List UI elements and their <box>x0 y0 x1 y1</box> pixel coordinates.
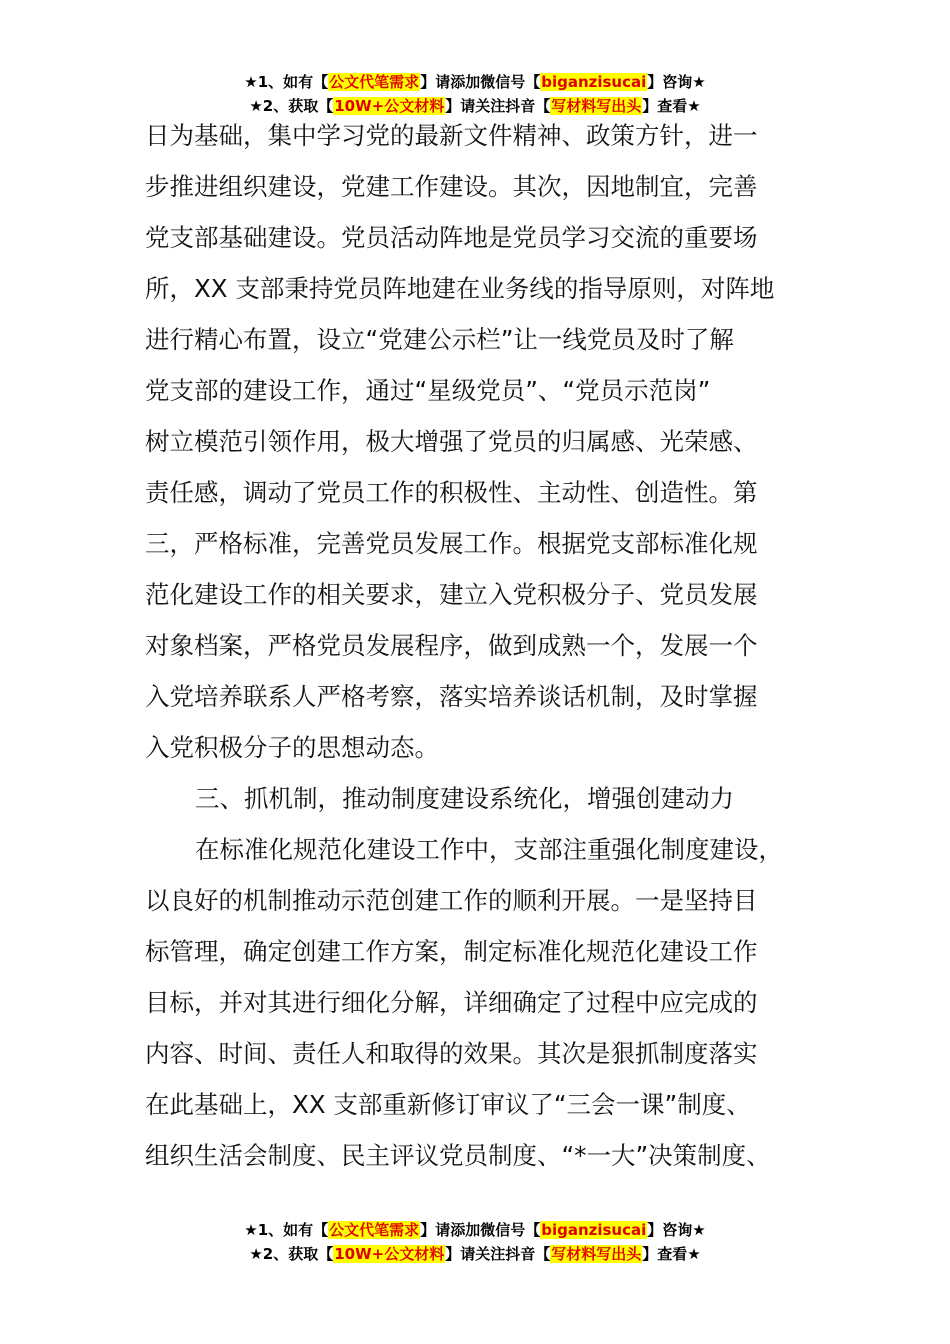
banner-text: ★2、获取【 <box>249 97 334 115</box>
banner-line-2 <box>0 1242 950 1266</box>
body-line: 目标，并对其进行细化分解，详细确定了过程中应完成的 <box>145 988 758 1017</box>
banner-text: 】咨询★ <box>647 73 706 91</box>
body-line: 入党积极分子的思想动态。 <box>145 733 439 762</box>
body-line: 三，严格标准，完善党员发展工作。根据党支部标准化规 <box>145 529 758 558</box>
banner-text: 】咨询★ <box>647 1221 706 1239</box>
highlight-service: 公文代笔需求 <box>329 73 420 91</box>
document-body <box>145 110 835 1181</box>
body-line: 进行精心布置，设立“党建公示栏”让一线党员及时了解 <box>145 325 734 354</box>
highlight-wechat-id: biganzisucai <box>541 1221 647 1239</box>
body-line: 以良好的机制推动示范创建工作的顺利开展。一是坚持目 <box>145 886 758 915</box>
banner-text: ★2、获取【 <box>249 1245 334 1263</box>
footer-banner <box>0 1218 950 1266</box>
body-line: 内容、时间、责任人和取得的效果。其次是狠抓制度落实 <box>145 1039 758 1068</box>
body-line: 对象档案，严格党员发展程序，做到成熟一个，发展一个 <box>145 631 758 660</box>
body-line: 责任感，调动了党员工作的积极性、主动性、创造性。第 <box>145 478 758 507</box>
highlight-materials: 10W+公文材料 <box>334 1245 445 1263</box>
body-line: 树立模范引领作用，极大增强了党员的归属感、光荣感、 <box>145 427 758 456</box>
body-line: 步推进组织建设，党建工作建设。其次，因地制宜，完善 <box>145 172 758 201</box>
body-line: 组织生活会制度、民主评议党员制度、“*一大”决策制度、 <box>145 1141 771 1170</box>
body-line: 日为基础，集中学习党的最新文件精神、政策方针，进一 <box>145 121 758 150</box>
banner-text: 】查看★ <box>642 1245 701 1263</box>
body-line: 在标准化规范化建设工作中，支部注重强化制度建设， <box>195 835 783 864</box>
highlight-douyin-account: 写材料写出头 <box>551 1245 642 1263</box>
banner-text: ★1、如有【 <box>244 1221 329 1239</box>
highlight-wechat-id: biganzisucai <box>541 73 647 91</box>
banner-text: 】请关注抖音【 <box>445 97 551 115</box>
banner-text: 】请添加微信号【 <box>420 73 541 91</box>
banner-text: 】请关注抖音【 <box>445 1245 551 1263</box>
banner-line-1 <box>0 70 950 94</box>
banner-text: ★1、如有【 <box>244 73 329 91</box>
banner-text: 】查看★ <box>642 97 701 115</box>
highlight-service: 公文代笔需求 <box>329 1221 420 1239</box>
body-line: 党支部的建设工作，通过“星级党员”、“党员示范岗” <box>145 376 711 405</box>
body-line: 在此基础上，XX 支部重新修订审议了“三会一课”制度、 <box>145 1090 751 1119</box>
body-line: 标管理，确定创建工作方案，制定标准化规范化建设工作 <box>145 937 758 966</box>
body-line: 范化建设工作的相关要求，建立入党积极分子、党员发展 <box>145 580 758 609</box>
body-line: 入党培养联系人严格考察，落实培养谈话机制，及时掌握 <box>145 682 758 711</box>
highlight-douyin-account: 写材料写出头 <box>551 97 642 115</box>
body-line: 党支部基础建设。党员活动阵地是党员学习交流的重要场 <box>145 223 758 252</box>
body-line: 所，XX 支部秉持党员阵地建在业务线的指导原则，对阵地 <box>145 274 775 303</box>
section-heading: 三、抓机制，推动制度建设系统化，增强创建动力 <box>195 784 734 813</box>
banner-line-1 <box>0 1218 950 1242</box>
banner-text: 】请添加微信号【 <box>420 1221 541 1239</box>
highlight-materials: 10W+公文材料 <box>334 97 445 115</box>
